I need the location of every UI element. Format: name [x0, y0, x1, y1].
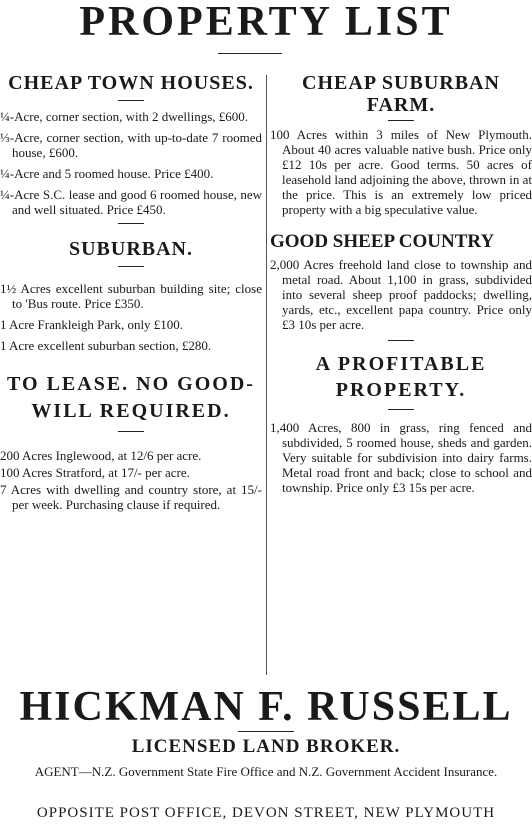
- column-divider: [266, 75, 267, 675]
- left-column: [0, 72, 262, 518]
- listing-text: 2,000 Acres freehold land close to township and metal road. About 1,100 in grass, subdivided into several sheep proof paddocks; dwelling, yards, etc., excellent papa country. Price only £3 10s per acre.: [270, 257, 532, 332]
- listing-item: 7 Acres with dwelling and country store, at 15/- per week. Purchasing clause if required.: [0, 482, 262, 512]
- section-rule: [388, 340, 414, 341]
- footer-rule: [238, 731, 294, 732]
- page-title: PROPERTY LIST: [79, 0, 453, 45]
- town-houses-section: [0, 72, 262, 217]
- right-column: [270, 72, 532, 495]
- to-lease-heading: TO LEASE. NO GOOD-WILL REQUIRED.: [7, 373, 255, 422]
- listing-item: ⅓-Acre, corner section, with up-to-date 7 roomed house, £600.: [0, 130, 262, 160]
- profitable-property-section: [270, 351, 532, 495]
- profitable-property-heading: A PROFITABLE PROPERTY.: [315, 353, 487, 401]
- title-rule: [218, 53, 282, 54]
- suburban-farm-heading: CHEAP SUBURBAN FARM.: [302, 72, 500, 116]
- listing-text: 100 Acres within 3 miles of New Plymouth. About 40 acres valuable native bush. Price only £12 10s per acre. Good terms. 50 acres of leasehold land adjoining the above, thrown in at the price. This is an extremely low priced property with a big speculative value.: [270, 127, 532, 217]
- listing-item: ¼-Acre, corner section, with 2 dwellings, £600.: [0, 109, 249, 124]
- listing-item: ¼-Acre S.C. lease and good 6 roomed house, new and well situated. Price £450.: [0, 187, 262, 217]
- listing-item: 1 Acre Frankleigh Park, only £100.: [0, 317, 184, 332]
- suburban-farm-section: [270, 72, 532, 217]
- suburban-section: [0, 238, 262, 353]
- section-rule: [388, 409, 414, 410]
- listing-text: 1,400 Acres, 800 in grass, ring fenced and subdivided, 5 roomed house, sheds and garden. Very suitable for subdivision into dairy farms. Metal road front and back; close to school and township. Price only £3 15s per acre.: [270, 420, 532, 495]
- listing-item: ¼-Acre and 5 roomed house. Price £400.: [0, 166, 214, 181]
- to-lease-section: [0, 371, 262, 512]
- broker-title: LICENSED LAND BROKER.: [131, 736, 401, 757]
- listing-item: 200 Acres Inglewood, at 12/6 per acre.: [0, 448, 202, 463]
- section-rule: [388, 120, 414, 121]
- agent-line: AGENT—N.Z. Government State Fire Office and N.Z. Government Accident Insurance.: [34, 764, 498, 779]
- listing-item: 100 Acres Stratford, at 17/- per acre.: [0, 465, 190, 480]
- sheep-country-section: [270, 231, 532, 332]
- section-rule: [118, 266, 144, 267]
- listing-item: 1½ Acres excellent suburban building site; close to 'Bus route. Price £350.: [0, 281, 262, 311]
- section-rule: [118, 223, 144, 224]
- section-rule: [118, 100, 144, 101]
- office-address: OPPOSITE POST OFFICE, DEVON STREET, NEW PLYMOUTH: [36, 805, 496, 821]
- listing-item: 1 Acre excellent suburban section, £280.: [0, 338, 212, 353]
- sheep-country-heading: GOOD SHEEP COUNTRY: [270, 231, 495, 252]
- suburban-heading: SUBURBAN.: [68, 238, 194, 260]
- section-rule: [118, 431, 144, 432]
- town-houses-heading: CHEAP TOWN HOUSES.: [8, 72, 254, 94]
- broker-name: HICKMAN F. RUSSELL: [19, 684, 513, 730]
